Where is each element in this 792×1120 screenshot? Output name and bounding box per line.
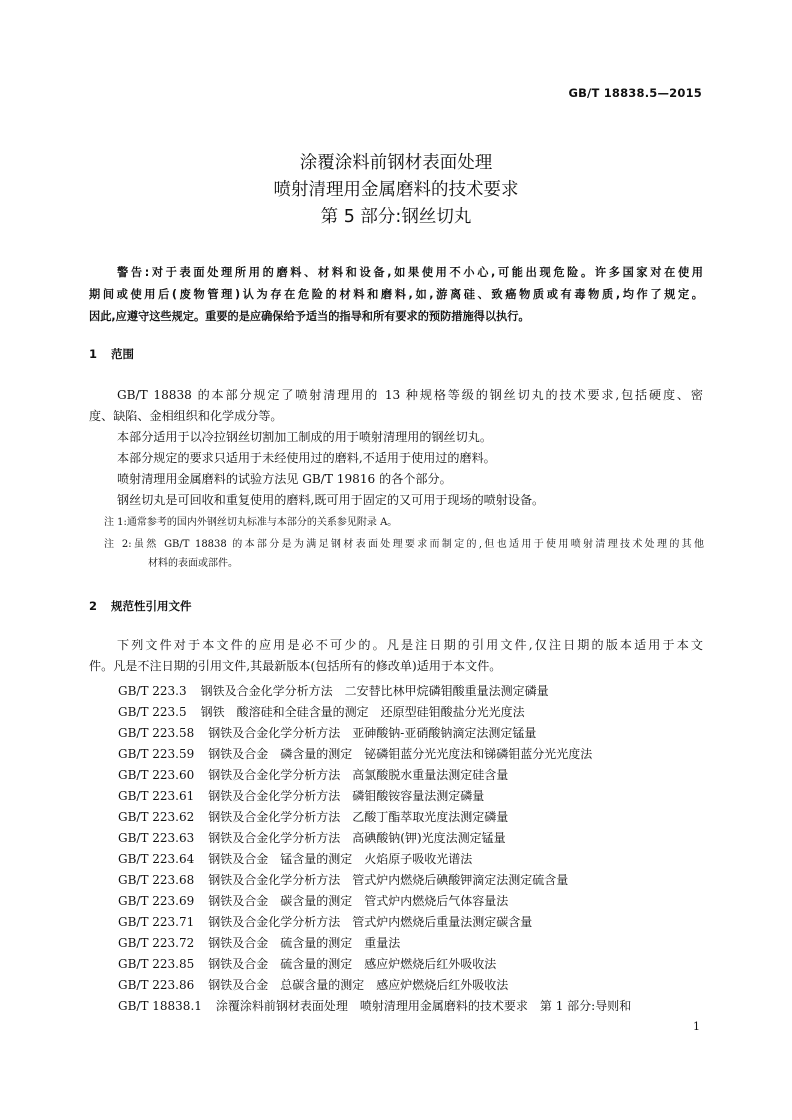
reference-item <box>118 870 704 891</box>
warning-paragraph <box>89 262 703 328</box>
scope-p5-text: 钢丝切丸是可回收和重复使用的磨料,既可用于固定的又可用于现场的喷射设备。 <box>117 493 545 507</box>
reference-title: 钢铁及合金 锰含量的测定 火焰原子吸收光谱法 <box>208 852 473 866</box>
note-2-line-2: 材料的表面或部件。 <box>148 558 238 569</box>
document-title <box>0 150 792 231</box>
reference-item <box>118 681 704 702</box>
scope-p3-text: 本部分规定的要求只适用于未经使用过的磨料,不适用于使用过的磨料。 <box>117 451 496 465</box>
reference-title: 钢铁及合金 磷含量的测定 铋磷钼蓝分光光度法和锑磷钼蓝分光光度法 <box>208 747 593 761</box>
reference-code: GB/T 223.61 <box>118 789 195 803</box>
reference-code: GB/T 223.86 <box>118 978 195 992</box>
note-2 <box>104 535 704 573</box>
reference-code: GB/T 223.5 <box>118 705 187 719</box>
scope-p2-text: 本部分适用于以冷拉钢丝切割加工制成的用于喷射清理用的钢丝切丸。 <box>117 430 492 444</box>
reference-code: GB/T 18838.1 <box>118 999 202 1013</box>
title-line-1: 涂覆涂料前钢材表面处理 <box>299 153 493 173</box>
section-1-title: 范围 <box>111 347 134 361</box>
reference-item <box>118 702 704 723</box>
warning-line-1: 警告:对于表面处理所用的磨料、材料和设备,如果使用不小心,可能出现危险。许多国家对在使用 <box>117 266 703 279</box>
reference-item <box>118 996 704 1017</box>
page-number: 1 <box>693 1020 700 1033</box>
scope-paragraph-1 <box>89 385 703 427</box>
reference-title: 钢铁及合金 硫含量的测定 感应炉燃烧后红外吸收法 <box>208 957 497 971</box>
section-2-heading <box>89 598 192 614</box>
reference-code: GB/T 223.58 <box>118 726 195 740</box>
section-1-heading <box>89 346 134 362</box>
reference-code: GB/T 223.64 <box>118 852 195 866</box>
section-2-number: 2 <box>89 599 98 613</box>
reference-code: GB/T 223.3 <box>118 684 187 698</box>
note-2-line-1: 注 2:虽然 GB/T 18838 的本部分是为满足钢材表面处理要求而制定的,但也适用于使用喷射清理技术处理的其他 <box>104 539 704 550</box>
reference-title: 钢铁及合金化学分析方法 二安替比林甲烷磷钼酸重量法测定磷量 <box>200 684 549 698</box>
reference-code: GB/T 223.72 <box>118 936 195 950</box>
reference-item <box>118 723 704 744</box>
reference-title: 钢铁及合金化学分析方法 高碘酸钠(钾)光度法测定锰量 <box>208 831 506 845</box>
title-line-3: 第 5 部分:钢丝切丸 <box>320 207 472 227</box>
reference-code: GB/T 223.63 <box>118 831 195 845</box>
section-2-title: 规范性引用文件 <box>111 599 192 613</box>
reference-title: 涂覆涂料前钢材表面处理 喷射清理用金属磨料的技术要求 第 1 部分:导则和 <box>215 999 632 1013</box>
reference-code: GB/T 223.60 <box>118 768 195 782</box>
scope-paragraph-3 <box>89 448 703 469</box>
reference-title: 钢铁及合金 总碳含量的测定 感应炉燃烧后红外吸收法 <box>208 978 509 992</box>
reference-code: GB/T 223.85 <box>118 957 195 971</box>
reference-title: 钢铁 酸溶硅和全硅含量的测定 还原型硅钼酸盐分光光度法 <box>200 705 525 719</box>
normative-paragraph <box>89 635 703 677</box>
scope-paragraph-2 <box>89 427 703 448</box>
scope-p4-text: 喷射清理用金属磨料的试验方法见 GB/T 19816 的各个部分。 <box>117 472 452 486</box>
scope-p1-line-2: 度、缺陷、金相组织和化学成分等。 <box>89 409 283 423</box>
reference-list <box>118 681 704 1017</box>
reference-code: GB/T 223.62 <box>118 810 195 824</box>
title-line-2: 喷射清理用金属磨料的技术要求 <box>273 180 519 200</box>
reference-item <box>118 849 704 870</box>
scope-paragraph-4 <box>89 469 703 490</box>
normative-p1-line-2: 件。凡是不注日期的引用文件,其最新版本(包括所有的修改单)适用于本文件。 <box>89 659 502 673</box>
reference-item <box>118 891 704 912</box>
reference-code: GB/T 223.68 <box>118 873 195 887</box>
reference-title: 钢铁及合金化学分析方法 亚砷酸钠-亚硝酸钠滴定法测定锰量 <box>208 726 537 740</box>
normative-p1-line-1: 下列文件对于本文件的应用是必不可少的。凡是注日期的引用文件,仅注日期的版本适用于本文 <box>117 638 703 652</box>
reference-title: 钢铁及合金 硫含量的测定 重量法 <box>208 936 401 950</box>
reference-title: 钢铁及合金化学分析方法 管式炉内燃烧后碘酸钾滴定法测定硫含量 <box>208 873 569 887</box>
reference-item <box>118 954 704 975</box>
reference-item <box>118 807 704 828</box>
warning-line-3: 因此,应遵守这些规定。重要的是应确保给予适当的指导和所有要求的预防措施得以执行。 <box>89 310 530 323</box>
reference-title: 钢铁及合金化学分析方法 高氯酸脱水重量法测定硅含量 <box>208 768 509 782</box>
reference-item <box>118 828 704 849</box>
standard-number: GB/T 18838.5—2015 <box>568 86 702 100</box>
section-1-number: 1 <box>89 347 98 361</box>
reference-item <box>118 933 704 954</box>
scope-paragraph-5 <box>89 490 703 511</box>
reference-title: 钢铁及合金 碳含量的测定 管式炉内燃烧后气体容量法 <box>208 894 509 908</box>
scope-p1-line-1: GB/T 18838 的本部分规定了喷射清理用的 13 种规格等级的钢丝切丸的技术要求,包括硬度、密 <box>117 388 703 402</box>
reference-item <box>118 744 704 765</box>
note-1 <box>104 513 704 532</box>
reference-item <box>118 975 704 996</box>
reference-code: GB/T 223.71 <box>118 915 195 929</box>
note-1-text: 注 1:通常参考的国内外钢丝切丸标准与本部分的关系参见附录 A。 <box>104 517 398 528</box>
reference-title: 钢铁及合金化学分析方法 管式炉内燃烧后重量法测定碳含量 <box>208 915 533 929</box>
warning-line-2: 期间或使用后(废物管理)认为存在危险的材料和磨料,如,游离硅、致癌物质或有毒物质,均作了规定。 <box>89 288 703 301</box>
reference-code: GB/T 223.69 <box>118 894 195 908</box>
reference-code: GB/T 223.59 <box>118 747 195 761</box>
reference-title: 钢铁及合金化学分析方法 磷钼酸铵容量法测定磷量 <box>208 789 485 803</box>
reference-item <box>118 912 704 933</box>
reference-title: 钢铁及合金化学分析方法 乙酸丁酯萃取光度法测定磷量 <box>208 810 509 824</box>
reference-item <box>118 786 704 807</box>
reference-item <box>118 765 704 786</box>
